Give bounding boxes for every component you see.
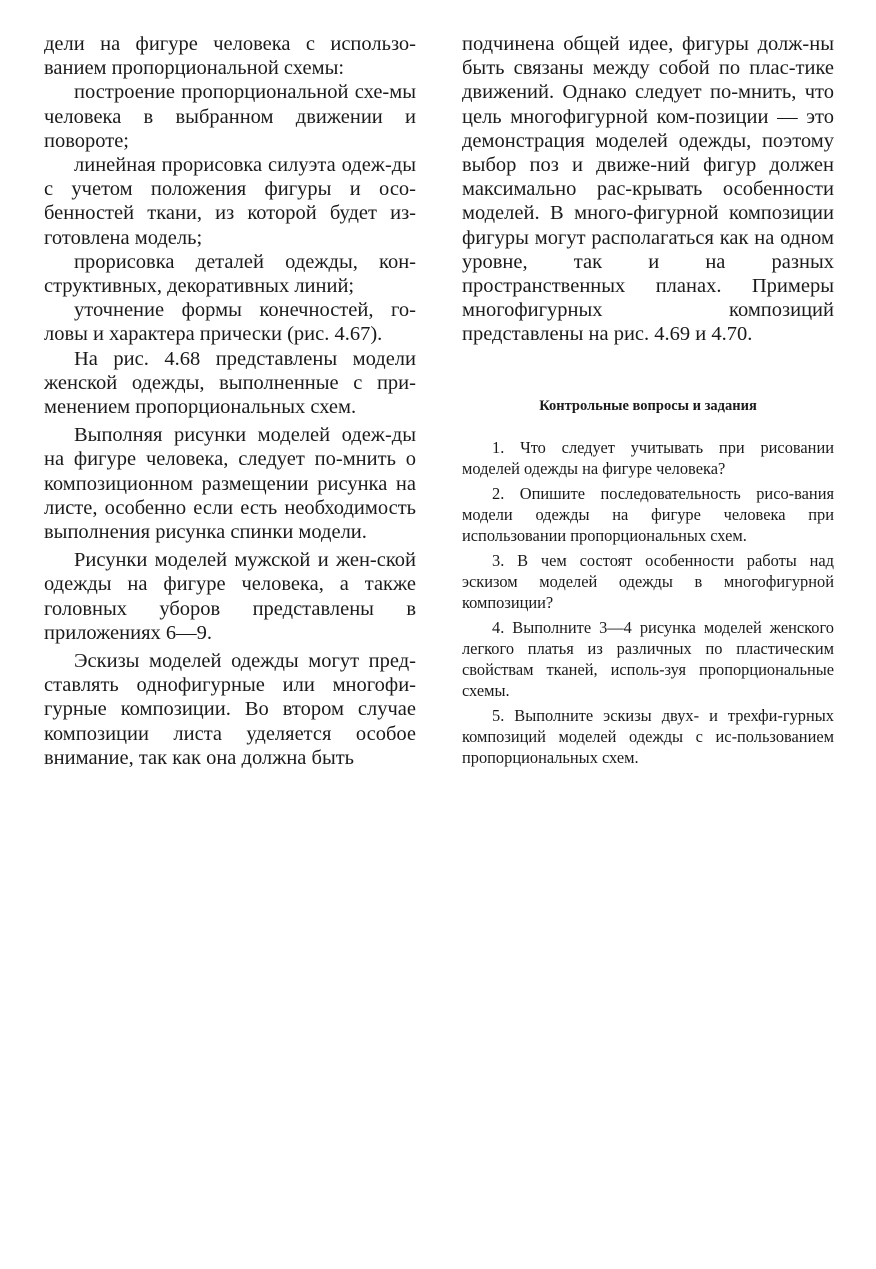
question-item: 1. Что следует учитывать при рисовании моделей одежды на фигуре человека?: [462, 437, 834, 478]
paragraph-fig-4-68: На рис. 4.68 представлены модели женской одежды, выполненные с при-менением пропорциональных схем.: [44, 347, 416, 419]
list-item-scheme-construction: построение пропорциональной схе-мы человека в выбранном движении и повороте;: [44, 81, 416, 152]
paragraph-composition-placement: Выполняя рисунки моделей одеж-ды на фигуре человека, следует по-мнить о композиционном размещении рисунка на листе, особенно если есть необходимость выполнения рисунка спинки модели.: [44, 424, 416, 544]
question-item: 4. Выполните 3—4 рисунка моделей женского легкого платья из различных по пластическим свойствам тканей, исполь-зуя пропорциональные схемы.: [462, 617, 834, 700]
paragraph-multi-figure: подчинена общей идее, фигуры долж-ны быть связаны между собой по плас-тике движений. Однако следует по-мнить, что цель многофигурной ком-позиции — это демонстрация моделей одежды, поэтому выбор поз и движе-ний фигур должен максимально рас-крывать особенности моделей. В много-фигурной композиции фигуры могут располагаться как на одном уровне, так и на разных пространственных планах. Примеры многофигурных композиций представлены на рис. 4.69 и 4.70.: [462, 33, 834, 346]
list-item-silhouette-drawing: линейная прорисовка силуэта одеж-ды с учетом положения фигуры и осо-бенностей ткани, из которой будет из-готовлена модель;: [44, 154, 416, 249]
question-item: 3. В чем состоят особенности работы над эскизом моделей одежды в многофигурной композиции?: [462, 550, 834, 612]
paragraph-continued: дели на фигуре человека с использо-ванием пропорциональной схемы:: [44, 33, 416, 80]
list-item-details-drawing: прорисовка деталей одежды, кон-структивных, декоративных линий;: [44, 250, 416, 298]
section-heading: Контрольные вопросы и задания: [539, 397, 757, 414]
list-item-form-refinement: уточнение формы конечностей, го-ловы и характера прически (рис. 4.67).: [44, 299, 416, 346]
questions-list: [462, 437, 834, 768]
right-column: [462, 32, 834, 768]
paragraph-sketch-compositions: Эскизы моделей одежды могут пред-ставлять однофигурные или многофи-гурные композиции. Во втором случае композиции листа уделяется особое внимание, так как она должна быть: [44, 650, 416, 769]
question-item: 2. Опишите последовательность рисо-вания модели одежды на фигуре человека при использовании пропорциональных схем.: [462, 483, 834, 545]
left-column: [44, 32, 416, 770]
paragraph-appendices: Рисунки моделей мужской и жен-ской одежды на фигуре человека, а также головных уборов представлены в приложениях 6—9.: [44, 549, 416, 644]
question-item: 5. Выполните эскизы двух- и трехфи-гурных композиций моделей одежды с ис-пользованием пропорциональных схем.: [462, 705, 834, 767]
